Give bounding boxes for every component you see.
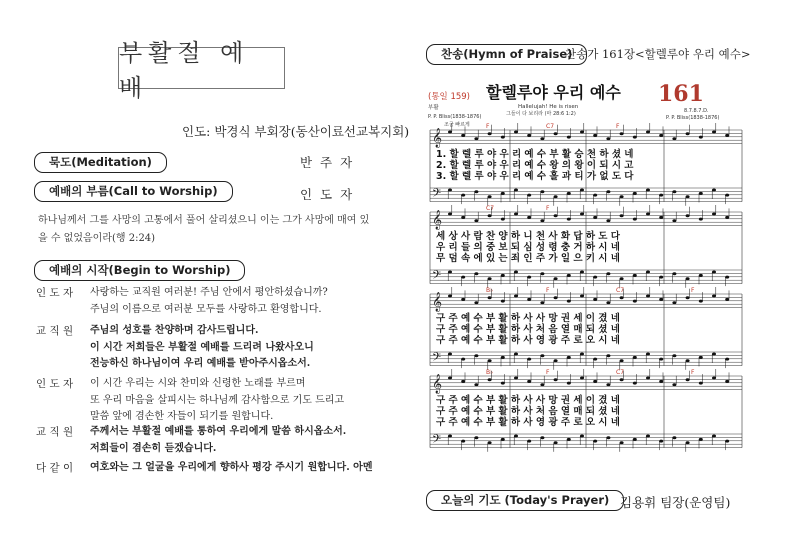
note-head xyxy=(646,271,650,274)
note-head xyxy=(593,358,597,361)
lyric-line: 1. 할 렐 루 야 우 리 예 수 부 활 승 천 하 셨 네 xyxy=(436,149,634,160)
note-head xyxy=(474,301,478,304)
note-head xyxy=(501,300,505,303)
note-head xyxy=(633,438,637,441)
note-head xyxy=(633,136,637,139)
response-role: 교 직 원 xyxy=(36,426,74,438)
note-head xyxy=(474,219,478,222)
note-head xyxy=(501,382,505,385)
response-role: 인 도 자 xyxy=(36,287,74,299)
note-head xyxy=(461,216,465,219)
note-head xyxy=(580,435,584,438)
note-head xyxy=(527,440,531,443)
note-head xyxy=(725,440,729,443)
note-head xyxy=(540,272,544,275)
note-head xyxy=(514,377,518,380)
note-head xyxy=(527,216,531,219)
note-head xyxy=(712,353,716,356)
note-head xyxy=(725,298,729,301)
note-head xyxy=(514,271,518,274)
note-head xyxy=(514,435,518,438)
lyric-line: 구 주 예 수 부 활 하 사 처 음 열 매 되 셨 네 xyxy=(436,324,620,335)
response-line: 주께서는 부활절 예배를 통하여 우리에게 말씀 하시옵소서. xyxy=(90,426,347,437)
note-head xyxy=(514,353,518,356)
note-head xyxy=(672,219,676,222)
note-head xyxy=(488,214,492,217)
note-head xyxy=(448,213,452,216)
note-head xyxy=(633,356,637,359)
note-head xyxy=(699,300,703,303)
lyric-line: 무 덤 속 에 있 는 죄 인 주 가 일 으 키 시 네 xyxy=(436,253,620,264)
note-head xyxy=(554,132,558,135)
lyric-line: 구 주 예 수 부 활 하 사 사 망 권 세 이 겼 네 xyxy=(436,313,620,324)
note-head xyxy=(488,277,492,280)
chord-symbol: C7 xyxy=(616,287,625,294)
hymn-author: P. P. Bliss(1838-1876) xyxy=(428,114,482,120)
note-head xyxy=(686,441,690,444)
note-head xyxy=(488,378,492,381)
treble-clef-icon: 𝄞 xyxy=(432,292,443,312)
note-head xyxy=(554,359,558,362)
hymn-meter: 8.7.8.7.D. xyxy=(684,108,709,114)
chord-symbol: C7 xyxy=(546,123,555,130)
note-head xyxy=(646,189,650,192)
treble-clef-icon: 𝄞 xyxy=(432,128,443,148)
note-head xyxy=(686,359,690,362)
note-head xyxy=(672,383,676,386)
chord-symbol: F xyxy=(546,205,550,212)
note-head xyxy=(554,214,558,217)
note-head xyxy=(580,377,584,380)
response-line: 저희들이 겸손히 듣겠습니다. xyxy=(90,442,217,454)
meditation-person: 반 주 자 xyxy=(300,155,355,170)
note-head xyxy=(527,194,531,197)
note-head xyxy=(725,276,729,279)
chord-symbol: F xyxy=(486,123,490,130)
note-head xyxy=(593,440,597,443)
note-head xyxy=(606,436,610,439)
note-head xyxy=(620,214,624,217)
meditation-heading: 묵도(Meditation) xyxy=(34,152,167,173)
lyric-line: 세 상 사 람 찬 양 하 니 천 사 화 답 하 도 다 xyxy=(436,231,620,242)
call-to-worship-heading: 예배의 부름(Call to Worship) xyxy=(34,181,233,202)
note-head xyxy=(686,378,690,381)
note-head xyxy=(567,274,571,277)
score-system xyxy=(430,287,742,370)
note-head xyxy=(540,436,544,439)
note-head xyxy=(567,136,571,139)
note-head xyxy=(606,272,610,275)
note-head xyxy=(540,190,544,193)
prayer-heading: 오늘의 기도 (Today's Prayer) xyxy=(426,490,624,511)
note-head xyxy=(554,441,558,444)
note-head xyxy=(633,274,637,277)
service-leader: 인도: 박경식 부회장(동산이료선교복지회) xyxy=(182,124,410,139)
prayer-person: 김용휘 팀장(운영팀) xyxy=(620,495,731,510)
note-head xyxy=(501,136,505,139)
note-head xyxy=(580,295,584,298)
note-head xyxy=(659,380,663,383)
note-head xyxy=(725,358,729,361)
note-head xyxy=(699,438,703,441)
note-head xyxy=(567,438,571,441)
note-head xyxy=(540,354,544,357)
hymn-category: 부활 xyxy=(428,105,439,111)
note-head xyxy=(672,354,676,357)
note-head xyxy=(686,195,690,198)
note-head xyxy=(514,131,518,134)
note-head xyxy=(699,136,703,139)
note-head xyxy=(725,134,729,137)
response-line: 이 시간 우리는 시와 찬미와 신령한 노래를 부르며 xyxy=(90,378,306,389)
note-head xyxy=(567,300,571,303)
note-head xyxy=(567,356,571,359)
note-head xyxy=(474,383,478,386)
note-head xyxy=(646,377,650,380)
response-role: 다 같 이 xyxy=(36,462,74,474)
note-head xyxy=(672,272,676,275)
note-head xyxy=(672,190,676,193)
note-head xyxy=(527,358,531,361)
note-head xyxy=(448,435,452,438)
note-head xyxy=(501,192,505,195)
note-head xyxy=(501,356,505,359)
note-head xyxy=(593,134,597,137)
note-head xyxy=(606,383,610,386)
lyric-line: 구 주 예 수 부 활 하 사 영 광 주 로 오 시 네 xyxy=(436,335,620,346)
call-to-worship-person: 인 도 자 xyxy=(300,187,355,202)
note-head xyxy=(712,189,716,192)
note-head xyxy=(620,441,624,444)
chord-symbol: F xyxy=(616,123,620,130)
note-head xyxy=(514,295,518,298)
note-head xyxy=(620,296,624,299)
response-line: 여호와는 그 얼굴을 우리에게 향하사 평강 주시기 원합니다. 아멘 xyxy=(90,462,373,473)
note-head xyxy=(672,436,676,439)
note-head xyxy=(501,274,505,277)
note-head xyxy=(448,377,452,380)
note-head xyxy=(593,194,597,197)
note-head xyxy=(606,219,610,222)
note-head xyxy=(580,353,584,356)
chord-symbol: F xyxy=(546,287,550,294)
note-head xyxy=(659,216,663,219)
note-head xyxy=(567,382,571,385)
note-head xyxy=(461,134,465,137)
response-line: 말씀 앞에 겸손한 자들이 되기를 원합니다. xyxy=(90,411,274,422)
note-head xyxy=(488,132,492,135)
note-head xyxy=(725,216,729,219)
response-line: 주님의 이름으로 여러분 모두를 사랑하고 환영합니다. xyxy=(90,303,322,315)
note-head xyxy=(606,137,610,140)
note-head xyxy=(593,216,597,219)
chord-symbol: F xyxy=(691,369,695,376)
note-head xyxy=(712,435,716,438)
lyric-line: 구 주 예 수 부 활 하 사 영 광 주 로 오 시 네 xyxy=(436,417,620,428)
note-head xyxy=(633,300,637,303)
note-head xyxy=(699,382,703,385)
note-head xyxy=(593,276,597,279)
chord-symbol: F xyxy=(691,287,695,294)
note-head xyxy=(725,380,729,383)
note-head xyxy=(567,192,571,195)
hymn-number: 161 xyxy=(658,82,704,107)
hymn-score xyxy=(426,82,746,482)
note-head xyxy=(580,189,584,192)
note-head xyxy=(514,189,518,192)
note-head xyxy=(448,271,452,274)
note-head xyxy=(461,194,465,197)
note-head xyxy=(620,195,624,198)
begin-worship-heading: 예배의 시작(Begin to Worship) xyxy=(34,260,245,281)
note-head xyxy=(620,277,624,280)
treble-clef-icon: 𝄞 xyxy=(432,374,443,394)
note-head xyxy=(527,380,531,383)
hymn-title: 할렐루야 우리 예수 xyxy=(486,83,621,102)
note-head xyxy=(580,271,584,274)
note-head xyxy=(606,190,610,193)
note-head xyxy=(474,190,478,193)
response-line: 주님의 성호를 찬양하며 감사드립니다. xyxy=(90,325,259,336)
note-head xyxy=(461,440,465,443)
note-head xyxy=(554,296,558,299)
note-head xyxy=(672,137,676,140)
note-head xyxy=(474,354,478,357)
note-head xyxy=(461,276,465,279)
response-role: 교 직 원 xyxy=(36,325,74,337)
chord-symbol: F xyxy=(546,369,550,376)
note-head xyxy=(646,213,650,216)
note-head xyxy=(554,277,558,280)
note-head xyxy=(461,358,465,361)
chord-symbol: C7 xyxy=(486,205,495,212)
note-head xyxy=(686,214,690,217)
hymn-tempo: 조금 빠르게 xyxy=(444,122,470,128)
note-head xyxy=(488,441,492,444)
note-head xyxy=(699,218,703,221)
call-scripture-line-1: 하나님께서 그를 사망의 고통에서 풀어 살리셨으니 이는 그가 사망에 매여 있 xyxy=(38,215,370,226)
note-head xyxy=(474,137,478,140)
hymn-info: 찬송가 161장<할렐루야 우리 예수> xyxy=(565,47,751,61)
note-head xyxy=(448,353,452,356)
note-head xyxy=(474,272,478,275)
note-head xyxy=(633,382,637,385)
hymn-old-number: (통일 159) xyxy=(428,92,470,102)
hymn-subtitle-en: Hallelujah! He is risen xyxy=(518,104,579,110)
note-head xyxy=(540,383,544,386)
note-head xyxy=(593,298,597,301)
note-head xyxy=(699,274,703,277)
note-head xyxy=(646,353,650,356)
note-head xyxy=(646,131,650,134)
lyric-line: 구 주 예 수 부 활 하 사 사 망 권 세 이 겼 네 xyxy=(436,395,620,406)
call-scripture-line-2: 을 수 없었음이라(행 2:24) xyxy=(38,233,156,244)
response-line: 사랑하는 교직원 여러분! 주님 안에서 평안하셨습니까? xyxy=(90,287,328,298)
note-head xyxy=(461,380,465,383)
note-head xyxy=(580,131,584,134)
hymn-subtitle-ref: 그들이 다 보리라 (마 28:6 1:2) xyxy=(506,111,576,117)
response-role: 인 도 자 xyxy=(36,378,74,390)
hymn-composer: P. P. Bliss(1838-1876) xyxy=(666,115,720,121)
note-head xyxy=(699,356,703,359)
note-head xyxy=(620,359,624,362)
note-head xyxy=(646,435,650,438)
note-head xyxy=(659,134,663,137)
lyric-line: 우 리 들 의 중 보 되 심 성 령 충 거 하 시 네 xyxy=(436,242,620,253)
response-line: 또 우리 마음을 살피시는 하나님께 감사함으로 기도 드리고 xyxy=(90,394,345,406)
note-head xyxy=(659,358,663,361)
lyric-line: 3. 할 렐 루 야 우 리 예 수 홀 과 티 가 없 도 다 xyxy=(436,171,634,182)
note-head xyxy=(620,132,624,135)
note-head xyxy=(633,192,637,195)
note-head xyxy=(488,296,492,299)
note-head xyxy=(712,271,716,274)
note-head xyxy=(540,301,544,304)
note-head xyxy=(488,359,492,362)
note-head xyxy=(659,298,663,301)
lyric-line: 2. 할 렐 루 야 우 리 예 수 왕 의 왕 이 되 시 고 xyxy=(436,160,634,171)
note-head xyxy=(712,377,716,380)
bass-clef-icon: 𝄢 xyxy=(432,351,442,367)
treble-clef-icon: 𝄞 xyxy=(432,210,443,230)
note-head xyxy=(527,276,531,279)
note-head xyxy=(593,380,597,383)
hymn-heading: 찬송(Hymn of Praise) xyxy=(426,44,587,65)
score-system xyxy=(430,123,742,206)
note-head xyxy=(501,218,505,221)
note-head xyxy=(606,354,610,357)
chord-symbol: C7 xyxy=(616,369,625,376)
note-head xyxy=(527,134,531,137)
note-head xyxy=(686,132,690,135)
chord-symbol: B♭ xyxy=(486,287,493,294)
note-head xyxy=(686,296,690,299)
note-head xyxy=(686,277,690,280)
note-head xyxy=(725,194,729,197)
bass-clef-icon: 𝄢 xyxy=(432,433,442,449)
note-head xyxy=(527,298,531,301)
note-head xyxy=(554,378,558,381)
note-head xyxy=(448,189,452,192)
score-system xyxy=(430,205,742,288)
note-head xyxy=(633,218,637,221)
note-head xyxy=(712,295,716,298)
chord-symbol: B♭ xyxy=(486,369,493,376)
bass-clef-icon: 𝄢 xyxy=(432,269,442,285)
note-head xyxy=(514,213,518,216)
note-head xyxy=(646,295,650,298)
note-head xyxy=(554,195,558,198)
note-head xyxy=(501,438,505,441)
note-head xyxy=(461,298,465,301)
note-head xyxy=(672,301,676,304)
note-head xyxy=(659,440,663,443)
note-head xyxy=(540,137,544,140)
note-head xyxy=(567,218,571,221)
note-head xyxy=(474,436,478,439)
note-head xyxy=(488,195,492,198)
score-system xyxy=(430,369,742,452)
page-title: 부활절 예 배 xyxy=(118,47,285,89)
bass-clef-icon: 𝄢 xyxy=(432,187,442,203)
note-head xyxy=(606,301,610,304)
note-head xyxy=(448,295,452,298)
lyric-line: 구 주 예 수 부 활 하 사 처 음 열 매 되 셨 네 xyxy=(436,406,620,417)
note-head xyxy=(659,276,663,279)
note-head xyxy=(620,378,624,381)
note-head xyxy=(448,131,452,134)
note-head xyxy=(712,131,716,134)
note-head xyxy=(659,194,663,197)
response-line: 전능하신 하나님이여 우리 예배를 받아주시옵소서. xyxy=(90,358,311,369)
note-head xyxy=(712,213,716,216)
note-head xyxy=(580,213,584,216)
note-head xyxy=(540,219,544,222)
response-line: 이 시간 저희들은 부활절 예배를 드리려 나왔사오니 xyxy=(90,341,314,353)
note-head xyxy=(699,192,703,195)
